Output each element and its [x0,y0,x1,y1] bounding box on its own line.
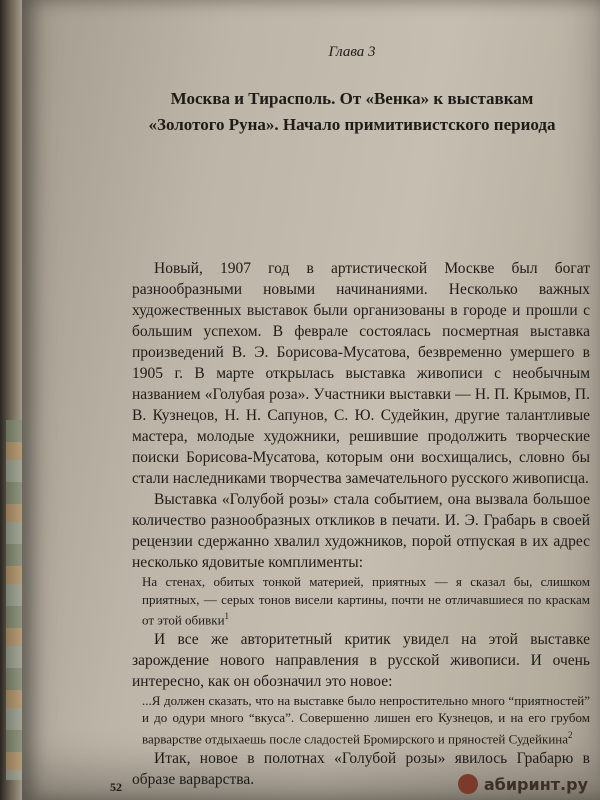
chapter-title-line-1: Москва и Тирасполь. От «Венка» к выставкам [170,89,534,108]
footnote-mark-1: 1 [224,611,230,621]
quote-2-text: ...Я должен сказать, что на выставке было непростительно много “приятностей” и до одури много “вкуса”. Совершенно лишен его Кузнецов, и на его грубом варварстве отдыхаешь после сладостей Бромирского и пряностей Судейкина [142,692,590,747]
quote-2 [132,692,590,748]
chapter-label: Глава 3 [328,44,376,60]
watermark-text: абиринт.ру [483,774,588,794]
paragraph-1: Новый, 1907 год в артистической Москве был богат разнообразными новыми начинаниями. Несколько важных художественных выставок были организованы в городе и прошли с большим успехом. В феврале состоялась посмертная выставка произведений В. Э. Борисова-Мусатова, безвременно умершего в 1905 г. В марте открылась выставка живописи с необычным названием «Голубая роза». Участники выставки — Н. П. Крымов, П. В. Кузнецов, Н. Н. Сапунов, С. Ю. Судейкин, другие талантливые мастера, молодые художники, решившие продолжить творческие поиски Борисова-Мусатова, которым они восхищались, словно бы стали наследниками творчества замечательного русского живописца. [132,260,590,487]
quote-1 [132,573,590,629]
quote-1-text: На стенах, обитых тонкой материей, приятных — я сказал бы, слишком приятных, — серых тонов висели картины, почти не отличавшиеся по краскам от этой обивки [142,574,590,628]
paragraph-3: И все же авторитетный критик увидел на этой выставке зарождение нового направления в русской живописи. И очень интересно, как он обозначил это новое: [132,630,590,690]
labirint-logo-icon [458,774,478,794]
chapter-title-line-2: «Золотого Руна». Начало примитивистского периода [148,115,556,134]
body-text [132,258,590,790]
chapter-title [112,86,592,138]
page-edge-stripes [6,420,22,780]
page-number: 52 [110,780,122,794]
paragraph-4: Итак, новое в полотнах «Голубой розы» явилось Грабарю в образе варварства. [132,749,590,788]
book-page [22,0,600,800]
footnote-mark-2: 2 [568,729,573,740]
paragraph-2: Выставка «Голубой розы» стала событием, она вызвала большое количество разнообразных откликов в печати. И. Э. Грабарь в своей рецензии сдержанно хвалил художников, порой отпуская в их адрес несколько ядовитые комплименты: [132,491,590,571]
watermark [458,774,588,794]
